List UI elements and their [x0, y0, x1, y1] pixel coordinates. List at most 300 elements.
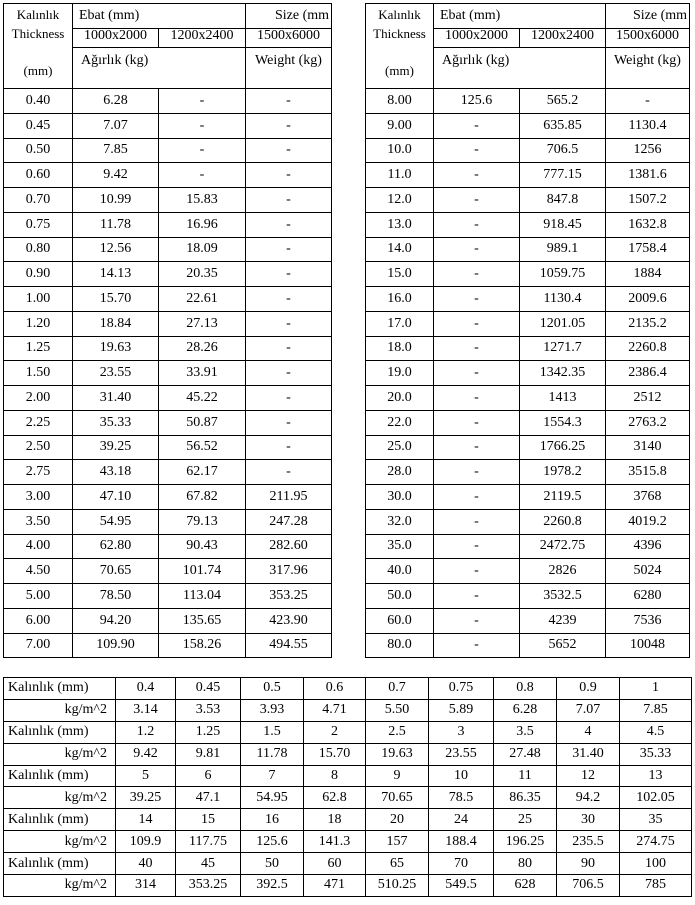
weight-1000x2000-cell: - — [434, 212, 520, 237]
weight-1500x6000-cell: 3515.8 — [606, 460, 690, 485]
weight-1200x2400-cell: 2826 — [520, 559, 606, 584]
weight-1200x2400-cell: - — [159, 163, 246, 188]
weight-1200x2400-cell: 1271.7 — [520, 336, 606, 361]
thickness-label: Kalınlık (mm) — [4, 853, 116, 875]
thickness-value: 0.6 — [304, 678, 366, 700]
thickness-cell: 17.0 — [366, 311, 434, 336]
weight-1000x2000-cell: 35.33 — [73, 410, 159, 435]
weight-1500x6000-cell: - — [246, 188, 332, 213]
kgm2-value: 157 — [366, 831, 429, 853]
dim-1200x2400-header: 1200x2400 — [159, 29, 246, 48]
thickness-value: 8 — [304, 765, 366, 787]
weight-table-left-row — [4, 435, 332, 460]
thickness-value: 1 — [620, 678, 692, 700]
weight-1000x2000-cell: - — [434, 559, 520, 584]
kgm2-value: 35.33 — [620, 743, 692, 765]
weight-1000x2000-cell: 7.85 — [73, 138, 159, 163]
thickness-cell: 60.0 — [366, 608, 434, 633]
thickness-cell: 6.00 — [4, 608, 73, 633]
thickness-unit-label: (mm) — [23, 63, 53, 78]
weight-table-right-row — [366, 237, 690, 262]
kgm2-value: 274.75 — [620, 831, 692, 853]
weight-1000x2000-cell: 15.70 — [73, 287, 159, 312]
thickness-cell: 5.00 — [4, 584, 73, 609]
weight-1000x2000-cell: 6.28 — [73, 89, 159, 114]
weight-1000x2000-cell: 9.42 — [73, 163, 159, 188]
weight-1500x6000-cell: - — [246, 237, 332, 262]
weight-1000x2000-cell: - — [434, 485, 520, 510]
weight-table-right-row — [366, 410, 690, 435]
thickness-value: 0.4 — [116, 678, 176, 700]
weight-table-left-row — [4, 188, 332, 213]
weight-1200x2400-cell: 16.96 — [159, 212, 246, 237]
thickness-cell: 0.40 — [4, 89, 73, 114]
weight-1500x6000-cell: 4396 — [606, 534, 690, 559]
thickness-value: 0.45 — [176, 678, 241, 700]
weight-1200x2400-cell: 62.17 — [159, 460, 246, 485]
kgm2-value: 5.89 — [429, 699, 494, 721]
weight-table-right-row — [366, 460, 690, 485]
weight-1500x6000-cell: 353.25 — [246, 584, 332, 609]
weight-1500x6000-cell: - — [246, 113, 332, 138]
weight-1200x2400-cell: 27.13 — [159, 311, 246, 336]
weight-1500x6000-cell: 4019.2 — [606, 509, 690, 534]
weight-table-right-row — [366, 361, 690, 386]
kgm2-value: 3.53 — [176, 699, 241, 721]
weight-table-left-row — [4, 212, 332, 237]
weight-1500x6000-cell: - — [246, 212, 332, 237]
thickness-cell: 18.0 — [366, 336, 434, 361]
thickness-cell: 13.0 — [366, 212, 434, 237]
thickness-cell: 4.50 — [4, 559, 73, 584]
weight-header: Weight (kg) — [246, 48, 332, 89]
weight-1000x2000-cell: - — [434, 410, 520, 435]
weight-table-right-row — [366, 633, 690, 658]
thickness-value: 100 — [620, 853, 692, 875]
thickness-cell: 50.0 — [366, 584, 434, 609]
weight-1200x2400-cell: 50.87 — [159, 410, 246, 435]
thickness-value: 9 — [366, 765, 429, 787]
kgm2-value: 15.70 — [304, 743, 366, 765]
weight-1000x2000-cell: - — [434, 113, 520, 138]
weight-table-left-row — [4, 386, 332, 411]
thickness-cell: 20.0 — [366, 386, 434, 411]
thickness-cell: 1.20 — [4, 311, 73, 336]
kgm2-value: 5.50 — [366, 699, 429, 721]
thickness-row — [4, 678, 692, 700]
kgm2-value: 7.07 — [557, 699, 620, 721]
weight-table-left-row — [4, 361, 332, 386]
thickness-tr-label: Kalınlık — [378, 7, 421, 22]
weight-1000x2000-cell: 43.18 — [73, 460, 159, 485]
weight-1000x2000-cell: - — [434, 509, 520, 534]
thickness-value: 1.25 — [176, 721, 241, 743]
weight-table-right-row — [366, 534, 690, 559]
weight-table-left-row — [4, 287, 332, 312]
thickness-cell: 7.00 — [4, 633, 73, 658]
thickness-en-label: Thickness — [11, 26, 65, 41]
thickness-value: 18 — [304, 809, 366, 831]
thickness-row — [4, 809, 692, 831]
weight-table-left-row — [4, 113, 332, 138]
thickness-value: 13 — [620, 765, 692, 787]
thickness-cell: 22.0 — [366, 410, 434, 435]
kgm2-value: 70.65 — [366, 787, 429, 809]
thickness-value: 14 — [116, 809, 176, 831]
weight-table-left-body — [4, 4, 332, 658]
weight-1200x2400-cell: 18.09 — [159, 237, 246, 262]
thickness-value: 50 — [241, 853, 304, 875]
kgm2-value: 4.71 — [304, 699, 366, 721]
weight-table-left-row — [4, 608, 332, 633]
thickness-unit-label: (mm) — [385, 63, 414, 78]
weight-1200x2400-cell: 79.13 — [159, 509, 246, 534]
thickness-header — [366, 4, 434, 89]
weight-1500x6000-cell: 3140 — [606, 435, 690, 460]
kgm2-label: kg/m^2 — [4, 699, 116, 721]
thickness-value: 0.8 — [494, 678, 557, 700]
weight-1500x6000-cell: 423.90 — [246, 608, 332, 633]
weight-1200x2400-cell: 706.5 — [520, 138, 606, 163]
kgm2-row — [4, 699, 692, 721]
weight-1500x6000-cell: - — [246, 311, 332, 336]
weight-table-right-row — [366, 608, 690, 633]
thickness-cell: 32.0 — [366, 509, 434, 534]
kgm2-value: 3.14 — [116, 699, 176, 721]
weight-1000x2000-cell: 12.56 — [73, 237, 159, 262]
weight-table-left-row — [4, 584, 332, 609]
weight-1500x6000-cell: - — [246, 460, 332, 485]
kgm2-value: 235.5 — [557, 831, 620, 853]
weight-1000x2000-cell: - — [434, 435, 520, 460]
weight-table-left-row — [4, 311, 332, 336]
weight-1200x2400-cell: 33.91 — [159, 361, 246, 386]
weight-1000x2000-cell: 7.07 — [73, 113, 159, 138]
weight-table-right-row — [366, 559, 690, 584]
kgm2-row — [4, 831, 692, 853]
kgm2-value: 706.5 — [557, 875, 620, 897]
weight-1500x6000-cell: - — [606, 89, 690, 114]
thickness-cell: 16.0 — [366, 287, 434, 312]
weight-table-right-row — [366, 287, 690, 312]
weight-1200x2400-cell: 3532.5 — [520, 584, 606, 609]
thickness-value: 24 — [429, 809, 494, 831]
thickness-cell: 12.0 — [366, 188, 434, 213]
weight-1200x2400-cell: 1201.05 — [520, 311, 606, 336]
thickness-value: 45 — [176, 853, 241, 875]
thickness-en-label: Thickness — [373, 26, 426, 41]
kgm2-value: 471 — [304, 875, 366, 897]
weight-1200x2400-cell: 1342.35 — [520, 361, 606, 386]
weight-1500x6000-cell: - — [246, 138, 332, 163]
thickness-cell: 14.0 — [366, 237, 434, 262]
weight-1500x6000-cell: 2386.4 — [606, 361, 690, 386]
weight-1000x2000-cell: 125.6 — [434, 89, 520, 114]
thickness-label: Kalınlık (mm) — [4, 765, 116, 787]
weight-1200x2400-cell: 1978.2 — [520, 460, 606, 485]
weight-table-left-row — [4, 559, 332, 584]
kgm2-table-body — [4, 678, 692, 897]
kgm2-value: 117.75 — [176, 831, 241, 853]
weight-1200x2400-cell: 635.85 — [520, 113, 606, 138]
weight-1500x6000-cell: - — [246, 435, 332, 460]
thickness-value: 10 — [429, 765, 494, 787]
weight-1000x2000-cell: - — [434, 633, 520, 658]
thickness-value: 12 — [557, 765, 620, 787]
thickness-value: 2.5 — [366, 721, 429, 743]
thickness-cell: 9.00 — [366, 113, 434, 138]
weight-1000x2000-cell: - — [434, 608, 520, 633]
thickness-row — [4, 853, 692, 875]
weight-1500x6000-cell: 317.96 — [246, 559, 332, 584]
weight-table-right-row — [366, 485, 690, 510]
weight-table-left-row — [4, 262, 332, 287]
weight-1200x2400-cell: 777.15 — [520, 163, 606, 188]
weight-table-left — [3, 3, 332, 658]
thickness-cell: 4.00 — [4, 534, 73, 559]
kgm2-label: kg/m^2 — [4, 875, 116, 897]
weight-table-left-row — [4, 485, 332, 510]
size-header: Size (mm — [246, 4, 332, 29]
weight-1200x2400-cell: 113.04 — [159, 584, 246, 609]
thickness-cell: 80.0 — [366, 633, 434, 658]
thickness-cell: 1.25 — [4, 336, 73, 361]
weight-1200x2400-cell: 2260.8 — [520, 509, 606, 534]
weight-1200x2400-cell: 2119.5 — [520, 485, 606, 510]
weight-1500x6000-cell: 1256 — [606, 138, 690, 163]
thickness-value: 2 — [304, 721, 366, 743]
weight-1500x6000-cell: 211.95 — [246, 485, 332, 510]
thickness-value: 3.5 — [494, 721, 557, 743]
weight-1000x2000-cell: 78.50 — [73, 584, 159, 609]
thickness-value: 4.5 — [620, 721, 692, 743]
weight-1000x2000-cell: 94.20 — [73, 608, 159, 633]
weight-1000x2000-cell: - — [434, 584, 520, 609]
weight-1200x2400-cell: 67.82 — [159, 485, 246, 510]
dim-1000x2000-header: 1000x2000 — [434, 29, 520, 48]
kgm2-value: 353.25 — [176, 875, 241, 897]
weight-table-right — [365, 3, 690, 658]
kgm2-value: 23.55 — [429, 743, 494, 765]
weight-1200x2400-cell: 1413 — [520, 386, 606, 411]
weight-1500x6000-cell: 10048 — [606, 633, 690, 658]
kgm2-value: 19.63 — [366, 743, 429, 765]
thickness-cell: 15.0 — [366, 262, 434, 287]
thickness-value: 60 — [304, 853, 366, 875]
weight-1200x2400-cell: - — [159, 113, 246, 138]
kgm2-value: 314 — [116, 875, 176, 897]
agirlik-header: Ağırlık (kg) — [73, 48, 246, 89]
kgm2-value: 392.5 — [241, 875, 304, 897]
weight-1200x2400-cell: 5652 — [520, 633, 606, 658]
kgm2-value: 11.78 — [241, 743, 304, 765]
kgm2-value: 54.95 — [241, 787, 304, 809]
weight-1000x2000-cell: 47.10 — [73, 485, 159, 510]
kgm2-label: kg/m^2 — [4, 787, 116, 809]
weight-1000x2000-cell: 70.65 — [73, 559, 159, 584]
weight-1500x6000-cell: 282.60 — [246, 534, 332, 559]
weight-1200x2400-cell: 1554.3 — [520, 410, 606, 435]
weight-1500x6000-cell: 6280 — [606, 584, 690, 609]
thickness-value: 0.75 — [429, 678, 494, 700]
kgm2-value: 9.81 — [176, 743, 241, 765]
thickness-value: 0.5 — [241, 678, 304, 700]
weight-1000x2000-cell: - — [434, 237, 520, 262]
weight-table-right-row — [366, 311, 690, 336]
weight-1200x2400-cell: 45.22 — [159, 386, 246, 411]
thickness-cell: 0.45 — [4, 113, 73, 138]
thickness-cell: 0.70 — [4, 188, 73, 213]
kgm2-value: 196.25 — [494, 831, 557, 853]
thickness-cell: 3.00 — [4, 485, 73, 510]
weight-table-right-row — [366, 138, 690, 163]
thickness-value: 20 — [366, 809, 429, 831]
thickness-cell: 11.0 — [366, 163, 434, 188]
kgm2-value: 628 — [494, 875, 557, 897]
thickness-value: 5 — [116, 765, 176, 787]
weight-1000x2000-cell: - — [434, 534, 520, 559]
weight-1500x6000-cell: 494.55 — [246, 633, 332, 658]
weight-1200x2400-cell: 22.61 — [159, 287, 246, 312]
weight-1200x2400-cell: 101.74 — [159, 559, 246, 584]
thickness-value: 35 — [620, 809, 692, 831]
thickness-row — [4, 765, 692, 787]
kgm2-value: 3.93 — [241, 699, 304, 721]
weight-1500x6000-cell: 2009.6 — [606, 287, 690, 312]
weight-table-right-row — [366, 163, 690, 188]
thickness-cell: 0.60 — [4, 163, 73, 188]
kgm2-value: 109.9 — [116, 831, 176, 853]
weight-1200x2400-cell: 4239 — [520, 608, 606, 633]
kgm2-label: kg/m^2 — [4, 743, 116, 765]
weight-1200x2400-cell: 918.45 — [520, 212, 606, 237]
size-header: Size (mm — [606, 4, 690, 29]
weight-1000x2000-cell: 10.99 — [73, 188, 159, 213]
thickness-value: 0.9 — [557, 678, 620, 700]
thickness-value: 40 — [116, 853, 176, 875]
weight-1500x6000-cell: 1381.6 — [606, 163, 690, 188]
weight-1200x2400-cell: 989.1 — [520, 237, 606, 262]
weight-1000x2000-cell: 19.63 — [73, 336, 159, 361]
kgm2-value: 141.3 — [304, 831, 366, 853]
weight-table-left-row — [4, 89, 332, 114]
thickness-cell: 2.25 — [4, 410, 73, 435]
thickness-value: 15 — [176, 809, 241, 831]
thickness-cell: 3.50 — [4, 509, 73, 534]
kgm2-value: 188.4 — [429, 831, 494, 853]
weight-1000x2000-cell: - — [434, 163, 520, 188]
weight-1200x2400-cell: 135.65 — [159, 608, 246, 633]
weight-1000x2000-cell: - — [434, 188, 520, 213]
weight-table-left-row — [4, 138, 332, 163]
ebat-header: Ebat (mm) — [434, 4, 606, 29]
weight-1200x2400-cell: 1130.4 — [520, 287, 606, 312]
kgm2-row — [4, 787, 692, 809]
weight-1000x2000-cell: - — [434, 460, 520, 485]
thickness-cell: 2.00 — [4, 386, 73, 411]
thickness-value: 3 — [429, 721, 494, 743]
weight-1500x6000-cell: 1130.4 — [606, 113, 690, 138]
thickness-value: 11 — [494, 765, 557, 787]
thickness-value: 1.2 — [116, 721, 176, 743]
thickness-cell: 0.90 — [4, 262, 73, 287]
weight-1000x2000-cell: 14.13 — [73, 262, 159, 287]
weight-1000x2000-cell: 54.95 — [73, 509, 159, 534]
weight-table-left-row — [4, 460, 332, 485]
weight-1500x6000-cell: 1632.8 — [606, 212, 690, 237]
kgm2-table — [3, 677, 692, 897]
weight-table-right-row — [366, 113, 690, 138]
kgm2-label: kg/m^2 — [4, 831, 116, 853]
dim-1200x2400-header: 1200x2400 — [520, 29, 606, 48]
agirlik-header: Ağırlık (kg) — [434, 48, 606, 89]
weight-1500x6000-cell: 2763.2 — [606, 410, 690, 435]
thickness-value: 6 — [176, 765, 241, 787]
weight-1500x6000-cell: 1507.2 — [606, 188, 690, 213]
thickness-cell: 28.0 — [366, 460, 434, 485]
weight-table-left-row — [4, 534, 332, 559]
weight-1200x2400-cell: 1766.25 — [520, 435, 606, 460]
kgm2-value: 125.6 — [241, 831, 304, 853]
weight-1200x2400-cell: - — [159, 89, 246, 114]
kgm2-value: 62.8 — [304, 787, 366, 809]
weight-1000x2000-cell: 39.25 — [73, 435, 159, 460]
weight-1200x2400-cell: - — [159, 138, 246, 163]
weight-1200x2400-cell: 565.2 — [520, 89, 606, 114]
kgm2-value: 31.40 — [557, 743, 620, 765]
weight-table-right-row — [366, 584, 690, 609]
weight-table-right-row — [366, 386, 690, 411]
dim-1500x6000-header: 1500x6000 — [246, 29, 332, 48]
kgm2-value: 102.05 — [620, 787, 692, 809]
weight-1500x6000-cell: 7536 — [606, 608, 690, 633]
thickness-cell: 19.0 — [366, 361, 434, 386]
thickness-label: Kalınlık (mm) — [4, 809, 116, 831]
weight-1200x2400-cell: 847.8 — [520, 188, 606, 213]
weight-1000x2000-cell: - — [434, 262, 520, 287]
thickness-value: 30 — [557, 809, 620, 831]
kgm2-value: 86.35 — [494, 787, 557, 809]
thickness-value: 0.7 — [366, 678, 429, 700]
weight-1200x2400-cell: 20.35 — [159, 262, 246, 287]
weight-1200x2400-cell: 28.26 — [159, 336, 246, 361]
weight-table-left-row — [4, 509, 332, 534]
thickness-value: 4 — [557, 721, 620, 743]
thickness-header — [4, 4, 73, 89]
weight-1500x6000-cell: 3768 — [606, 485, 690, 510]
weight-table-right-row — [366, 435, 690, 460]
kgm2-value: 47.1 — [176, 787, 241, 809]
weight-table-right-row — [366, 262, 690, 287]
thickness-label: Kalınlık (mm) — [4, 721, 116, 743]
weight-table-right-row — [366, 89, 690, 114]
thickness-value: 16 — [241, 809, 304, 831]
kgm2-value: 39.25 — [116, 787, 176, 809]
weight-1000x2000-cell: 109.90 — [73, 633, 159, 658]
thickness-cell: 0.50 — [4, 138, 73, 163]
thickness-cell: 1.00 — [4, 287, 73, 312]
thickness-label: Kalınlık (mm) — [4, 678, 116, 700]
weight-table-left-row — [4, 237, 332, 262]
weight-1500x6000-cell: 2512 — [606, 386, 690, 411]
weight-1500x6000-cell: - — [246, 89, 332, 114]
weight-header: Weight (kg) — [606, 48, 690, 89]
thickness-value: 7 — [241, 765, 304, 787]
weight-table-right-row — [366, 509, 690, 534]
weight-1200x2400-cell: 90.43 — [159, 534, 246, 559]
thickness-value: 70 — [429, 853, 494, 875]
weight-1500x6000-cell: 247.28 — [246, 509, 332, 534]
